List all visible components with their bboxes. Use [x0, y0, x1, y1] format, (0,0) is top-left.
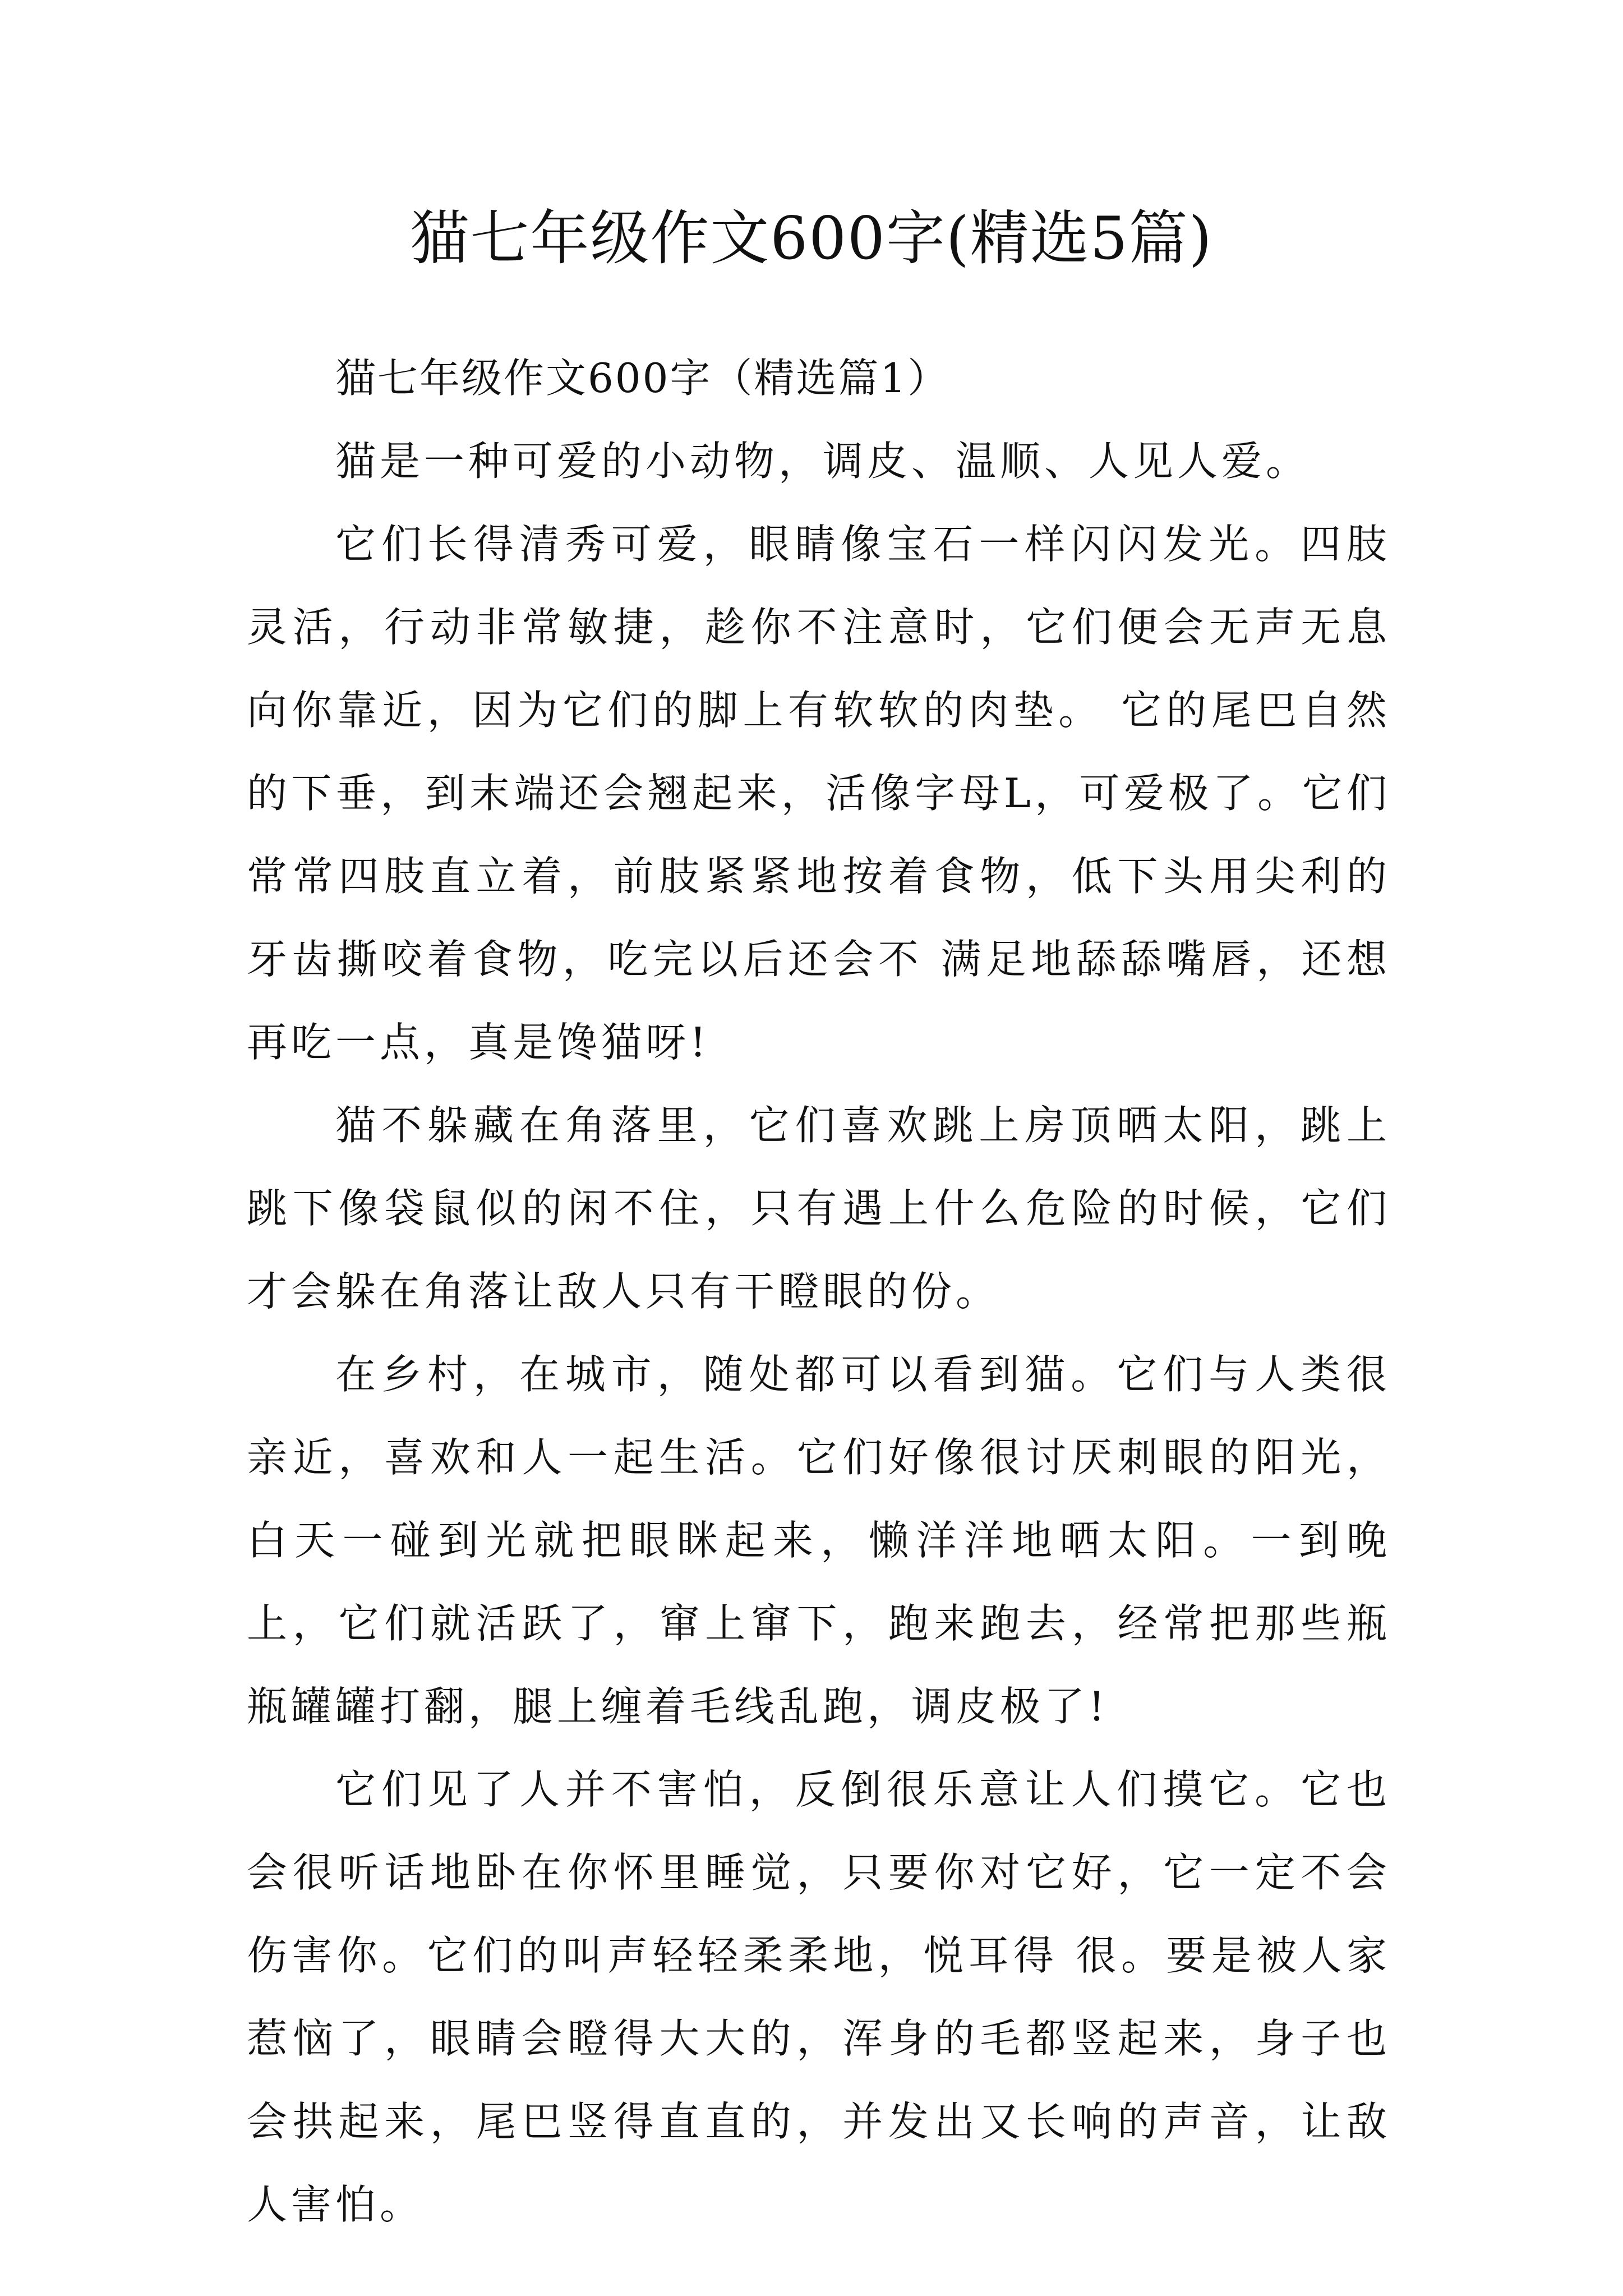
paragraph: 在乡村，在城市，随处都可以看到猫。它们与人类很亲近，喜欢和人一起生活。它们好像很讨厌刺眼的阳光，白天一碰到光就把眼眯起来，懒洋洋地晒太阳。一到晚上，它们就活跃了，窜上窜下，跑来跑去，经常把那些瓶瓶罐罐打翻，腿上缠着毛线乱跑，调皮极了! — [247, 1351, 1391, 1730]
paragraph: 它们长得清秀可爱，眼睛像宝石一样闪闪发光。四肢灵活，行动非常敏捷，趁你不注意时，它们便会无声无息向你靠近，因为它们的脚上有软软的肉垫。 它的尾巴自然的下垂，到末端还会翘起来，活像字母L，可爱极了。它们常常四肢直立着，前肢紧紧地按着食物，低下头用尖利的牙齿撕咬着食物，吃完以后还会不 满足地舔舔嘴唇，还想再吃一点，真是馋猫呀! — [247, 521, 1391, 1066]
paragraph: 猫不躲藏在角落里，它们喜欢跳上房顶晒太阳，跳上跳下像袋鼠似的闲不住，只有遇上什么危险的时候，它们才会躲在角落让敌人只有干瞪眼的份。 — [247, 1102, 1391, 1315]
document-body — [247, 337, 1391, 2246]
document-title: 猫七年级作文600字(精选5篇) — [410, 204, 1213, 273]
paragraph: 猫是一种可爱的小动物，调皮、温顺、人见人爱。 — [335, 438, 1311, 485]
section-heading: 猫七年级作文600字（精选篇1） — [335, 355, 950, 402]
paragraph: 它们见了人并不害怕，反倒很乐意让人们摸它。它也会很听话地卧在你怀里睡觉，只要你对它好，它一定不会伤害你。它们的叫声轻轻柔柔地，悦耳得 很。要是被人家惹恼了，眼睛会瞪得大大的，浑身的毛都竖起来，身子也会拱起来，尾巴竖得直直的，并发出又长响的声音，让敌人害怕。 — [247, 1766, 1391, 2228]
